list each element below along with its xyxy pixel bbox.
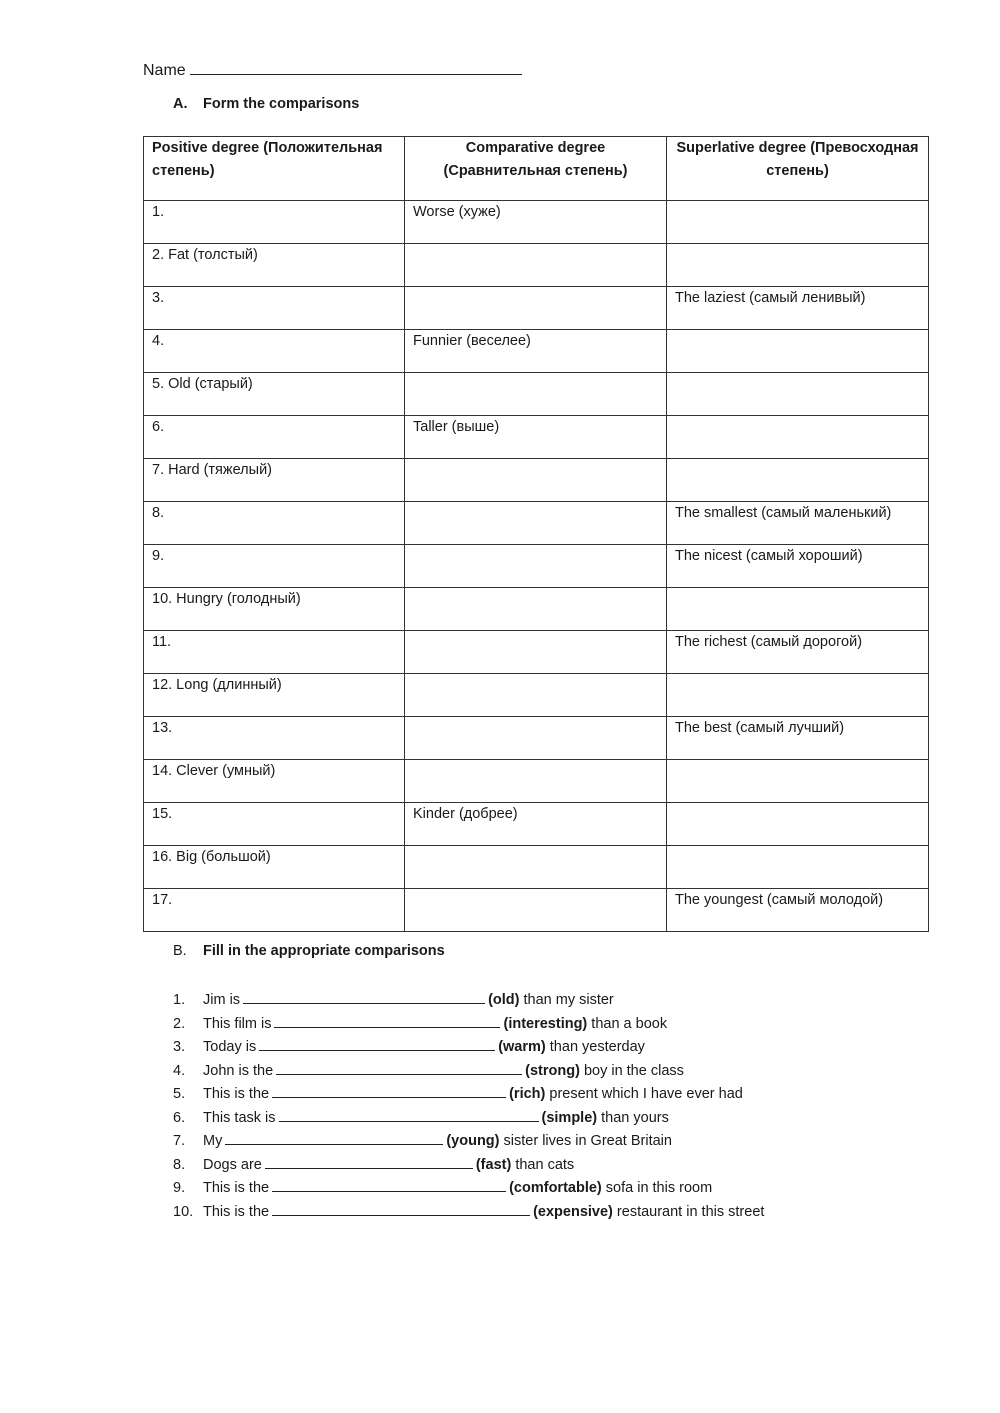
section-b-title: B. Fill in the appropriate comparisons — [173, 943, 445, 959]
cell-positive: 7. Hard (тяжелый) — [144, 459, 405, 502]
name-blank[interactable] — [190, 60, 522, 75]
list-item — [173, 1059, 764, 1083]
item-number: 5. — [173, 1086, 186, 1102]
table-row — [144, 588, 929, 631]
cell-superlative[interactable] — [667, 846, 929, 889]
answer-blank[interactable] — [225, 1129, 443, 1145]
cell-comparative: Kinder (добрее) — [405, 803, 667, 846]
header-positive: Positive degree (Положительная степень) — [144, 137, 405, 201]
item-number: 7. — [173, 1133, 186, 1149]
cell-superlative[interactable] — [667, 416, 929, 459]
hint-word: (comfortable) — [509, 1180, 602, 1196]
list-item — [173, 1129, 764, 1153]
sentence-end: present which I have ever had — [549, 1086, 743, 1102]
cell-positive: 2. Fat (толстый) — [144, 244, 405, 287]
table-row — [144, 287, 929, 330]
sentence-end: than cats — [515, 1156, 575, 1173]
sentence-end: sister lives in Great Britain — [503, 1133, 672, 1149]
cell-comparative[interactable] — [405, 717, 667, 760]
answer-blank[interactable] — [272, 1082, 506, 1098]
sentence-start: This task is — [203, 1109, 276, 1126]
sentence-start: My — [203, 1133, 223, 1149]
table-row — [144, 416, 929, 459]
sentence-end: than yesterday — [549, 1039, 645, 1055]
sentence-end: than yours — [601, 1109, 669, 1126]
table-row — [144, 674, 929, 717]
cell-superlative: The youngest (самый молодой) — [667, 889, 929, 932]
hint-word: (fast) — [475, 1156, 512, 1173]
cell-positive: 12. Long (длинный) — [144, 674, 405, 717]
list-item — [173, 1012, 764, 1036]
cell-comparative[interactable] — [405, 287, 667, 330]
cell-positive: 16. Big (большой) — [144, 846, 405, 889]
cell-comparative: Worse (хуже) — [405, 201, 667, 244]
cell-positive: 17. — [144, 889, 405, 932]
item-number: 3. — [173, 1039, 186, 1055]
cell-positive: 4. — [144, 330, 405, 373]
cell-comparative[interactable] — [405, 244, 667, 287]
list-item — [173, 1035, 764, 1059]
header-superlative: Superlative degree (Превосходная степень) — [667, 137, 929, 201]
cell-comparative[interactable] — [405, 846, 667, 889]
sentence-start: This film is — [203, 1015, 272, 1032]
sentence-start: Dogs are — [203, 1156, 262, 1173]
list-item — [173, 1082, 764, 1106]
header-comparative: Comparative degree (Сравнительная степень) — [405, 137, 667, 201]
table-row — [144, 889, 929, 932]
list-item — [173, 1106, 764, 1130]
cell-comparative[interactable] — [405, 631, 667, 674]
hint-word: (interesting) — [503, 1015, 588, 1032]
hint-word: (strong) — [525, 1062, 580, 1079]
item-number: 4. — [173, 1062, 186, 1079]
table-row — [144, 631, 929, 674]
sentence-end: boy in the class — [583, 1062, 684, 1079]
cell-positive: 6. — [144, 416, 405, 459]
cell-superlative[interactable] — [667, 760, 929, 803]
cell-positive: 14. Clever (умный) — [144, 760, 405, 803]
table-row — [144, 717, 929, 760]
cell-comparative[interactable] — [405, 373, 667, 416]
item-number: 2. — [173, 1015, 186, 1032]
item-number: 8. — [173, 1156, 186, 1173]
hint-word: (rich) — [509, 1086, 546, 1102]
item-number: 1. — [173, 992, 186, 1008]
fill-in-list — [173, 988, 764, 1223]
section-a-title: A. Form the comparisons — [173, 96, 360, 112]
table-row — [144, 502, 929, 545]
cell-positive: 8. — [144, 502, 405, 545]
cell-positive: 5. Old (старый) — [144, 373, 405, 416]
answer-blank[interactable] — [274, 1012, 500, 1028]
table-row — [144, 760, 929, 803]
cell-positive: 9. — [144, 545, 405, 588]
cell-comparative[interactable] — [405, 760, 667, 803]
cell-comparative[interactable] — [405, 502, 667, 545]
item-number: 6. — [173, 1109, 186, 1126]
table-row — [144, 545, 929, 588]
cell-comparative[interactable] — [405, 459, 667, 502]
hint-word: (warm) — [498, 1039, 546, 1055]
cell-comparative[interactable] — [405, 545, 667, 588]
cell-positive: 13. — [144, 717, 405, 760]
cell-superlative[interactable] — [667, 330, 929, 373]
answer-blank[interactable] — [272, 1176, 506, 1192]
cell-positive: 11. — [144, 631, 405, 674]
answer-blank[interactable] — [279, 1106, 539, 1122]
hint-word: (young) — [446, 1133, 500, 1149]
cell-superlative[interactable] — [667, 588, 929, 631]
list-item — [173, 1176, 764, 1200]
cell-superlative[interactable] — [667, 674, 929, 717]
table-row — [144, 846, 929, 889]
cell-superlative[interactable] — [667, 244, 929, 287]
table-row — [144, 330, 929, 373]
cell-superlative[interactable] — [667, 201, 929, 244]
cell-comparative: Taller (выше) — [405, 416, 667, 459]
list-item — [173, 1200, 764, 1224]
cell-positive: 3. — [144, 287, 405, 330]
cell-superlative[interactable] — [667, 373, 929, 416]
cell-positive: 1. — [144, 201, 405, 244]
cell-positive: 15. — [144, 803, 405, 846]
hint-word: (simple) — [541, 1109, 598, 1126]
cell-comparative[interactable] — [405, 588, 667, 631]
cell-comparative: Funnier (веселее) — [405, 330, 667, 373]
answer-blank[interactable] — [243, 988, 485, 1004]
cell-superlative: The laziest (самый ленивый) — [667, 287, 929, 330]
name-field[interactable] — [143, 60, 522, 80]
hint-word: (old) — [488, 992, 520, 1008]
answer-blank[interactable] — [272, 1200, 530, 1216]
hint-word: (expensive) — [533, 1203, 613, 1220]
cell-superlative: The richest (самый дорогой) — [667, 631, 929, 674]
table-row — [144, 244, 929, 287]
sentence-end: than my sister — [523, 992, 614, 1008]
table-row — [144, 459, 929, 502]
name-label: Name — [143, 62, 186, 79]
item-number: 9. — [173, 1180, 186, 1196]
cell-superlative: The best (самый лучший) — [667, 717, 929, 760]
cell-superlative: The nicest (самый хороший) — [667, 545, 929, 588]
cell-comparative[interactable] — [405, 889, 667, 932]
answer-blank[interactable] — [259, 1035, 495, 1051]
sentence-start: This is the — [203, 1180, 270, 1196]
sentence-end: restaurant in this street — [616, 1203, 765, 1220]
sentence-start: John is the — [203, 1062, 274, 1079]
list-item — [173, 988, 764, 1012]
cell-positive: 10. Hungry (голодный) — [144, 588, 405, 631]
cell-superlative: The smallest (самый маленький) — [667, 502, 929, 545]
item-number: 10. — [173, 1203, 194, 1220]
answer-blank[interactable] — [276, 1059, 522, 1075]
cell-superlative[interactable] — [667, 459, 929, 502]
sentence-end: sofa in this room — [605, 1180, 713, 1196]
table-row — [144, 201, 929, 244]
sentence-start: Jim is — [203, 992, 241, 1008]
cell-superlative[interactable] — [667, 803, 929, 846]
table-row — [144, 803, 929, 846]
cell-comparative[interactable] — [405, 674, 667, 717]
table-header-row — [144, 137, 929, 201]
sentence-end: than a book — [591, 1015, 668, 1032]
sentence-start: Today is — [203, 1039, 257, 1055]
comparisons-table — [143, 136, 929, 932]
answer-blank[interactable] — [265, 1153, 473, 1169]
table-row — [144, 373, 929, 416]
sentence-start: This is the — [203, 1086, 270, 1102]
sentence-start: This is the — [203, 1203, 270, 1220]
list-item — [173, 1153, 764, 1177]
